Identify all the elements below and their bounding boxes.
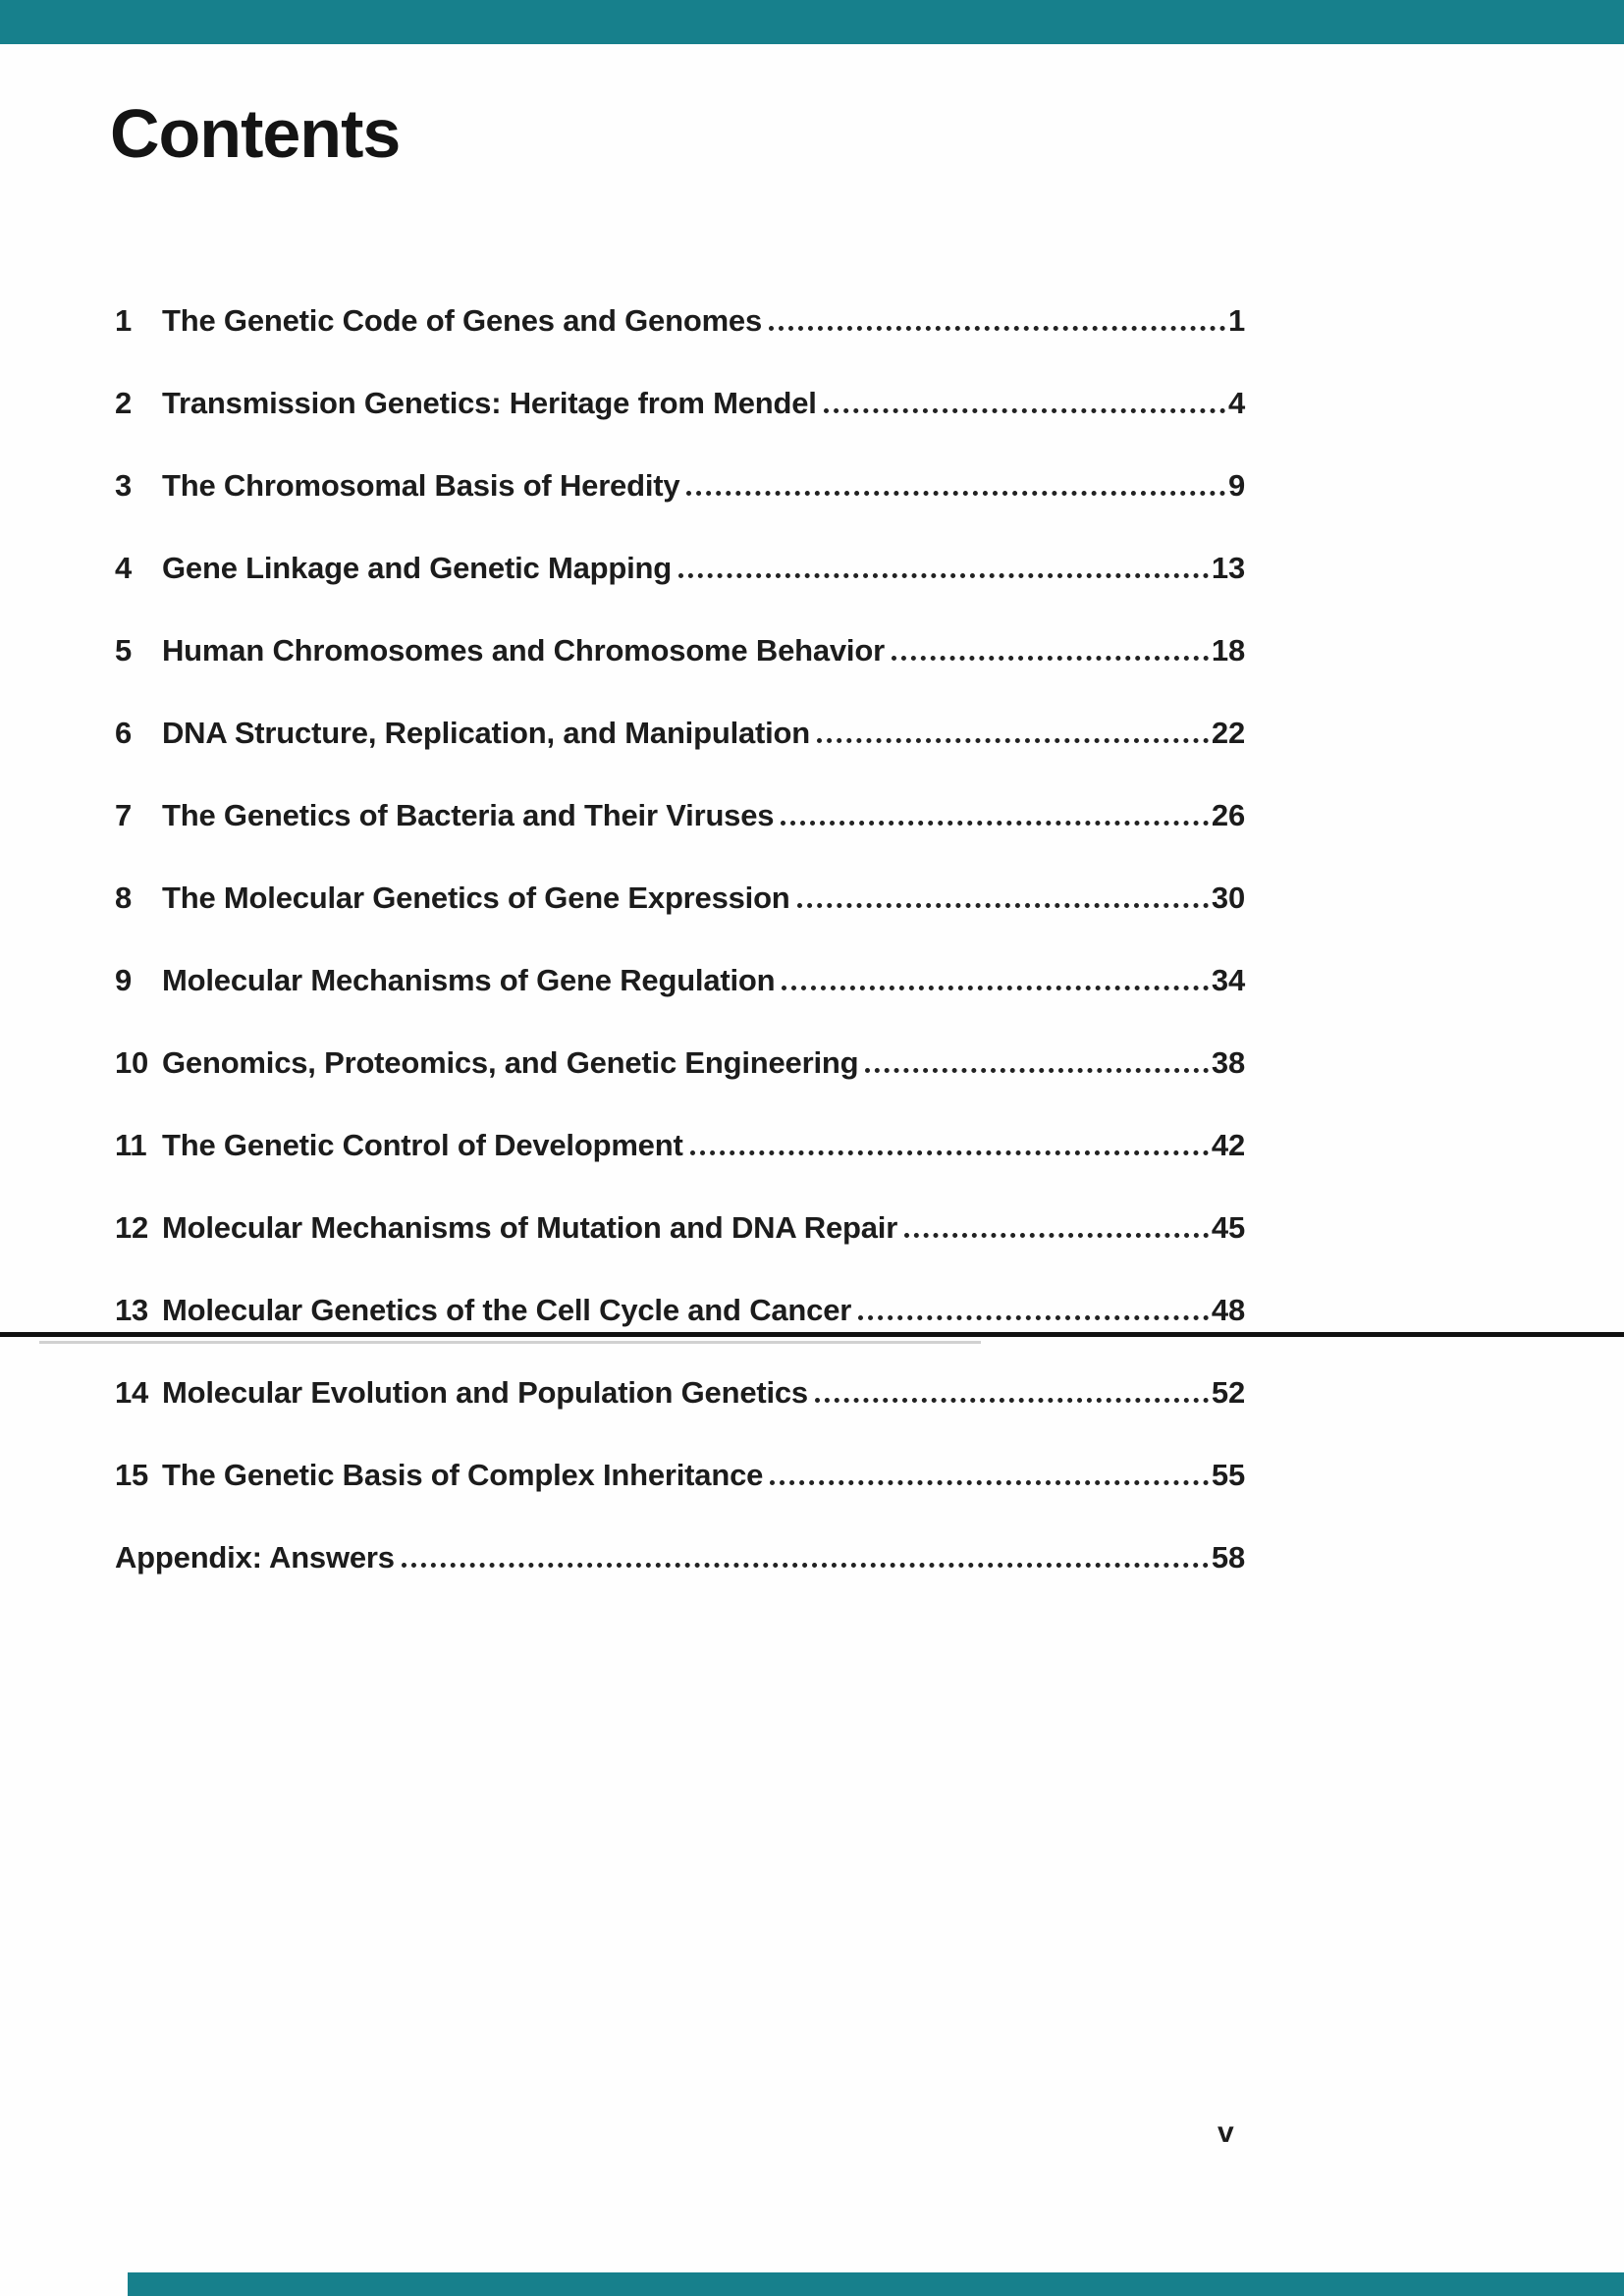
horizontal-rule — [0, 1332, 1624, 1337]
toc-entry — [115, 1292, 1245, 1329]
chapter-number: 14 — [115, 1375, 149, 1410]
chapter-number: 5 — [115, 633, 133, 667]
dot-leader — [815, 1374, 1209, 1403]
page-number: 9 — [1227, 468, 1245, 503]
chapter-title: The Genetic Code of Genes and Genomes — [162, 303, 763, 338]
dot-leader — [782, 962, 1209, 990]
chapter-title: DNA Structure, Replication, and Manipulation — [162, 716, 811, 750]
chapter-title: Molecular Mechanisms of Mutation and DNA Repair — [162, 1210, 898, 1245]
dot-leader — [904, 1209, 1209, 1238]
chapter-title: The Genetic Control of Development — [162, 1128, 683, 1162]
appendix-title: Appendix: Answers — [115, 1540, 395, 1575]
dot-leader — [797, 880, 1209, 908]
chapter-number: 4 — [115, 551, 133, 585]
page-number: 34 — [1211, 963, 1245, 997]
chapter-number: 12 — [115, 1210, 149, 1245]
page-number: 22 — [1211, 716, 1245, 750]
toc-entry — [115, 1209, 1245, 1247]
chapter-number: 9 — [115, 963, 133, 997]
dot-leader — [770, 1457, 1209, 1485]
toc-entry — [115, 1044, 1245, 1082]
page-number: 42 — [1211, 1128, 1245, 1162]
chapter-title: The Genetic Basis of Complex Inheritance — [162, 1458, 764, 1492]
chapter-number: 6 — [115, 716, 133, 750]
chapter-title: Transmission Genetics: Heritage from Mendel — [162, 386, 817, 420]
page-number: 45 — [1211, 1210, 1245, 1245]
dot-leader — [892, 632, 1209, 661]
page-number: 30 — [1211, 881, 1245, 915]
toc-entry — [115, 632, 1245, 669]
chapter-number: 1 — [115, 303, 133, 338]
page-title: Contents — [110, 95, 401, 172]
page-number: 18 — [1211, 633, 1245, 667]
dot-leader — [817, 715, 1209, 743]
chapter-title: Genomics, Proteomics, and Genetic Engineering — [162, 1045, 859, 1080]
chapter-title: The Genetics of Bacteria and Their Viruses — [162, 798, 775, 832]
dot-leader — [690, 1127, 1209, 1155]
chapter-number: 8 — [115, 881, 133, 915]
page-number: 13 — [1211, 551, 1245, 585]
toc-entry — [115, 880, 1245, 917]
dot-leader — [865, 1044, 1209, 1073]
rule-shadow — [39, 1341, 981, 1344]
toc-entry — [115, 1127, 1245, 1164]
toc-entry — [115, 715, 1245, 752]
chapter-number: 15 — [115, 1458, 149, 1492]
chapter-title: Gene Linkage and Genetic Mapping — [162, 551, 672, 585]
toc-entry — [115, 1457, 1245, 1494]
dot-leader — [686, 467, 1225, 496]
toc-list — [115, 302, 1245, 1622]
chapter-number: 10 — [115, 1045, 149, 1080]
chapter-title: Human Chromosomes and Chromosome Behavior — [162, 633, 885, 667]
chapter-title: Molecular Evolution and Population Genetics — [162, 1375, 808, 1410]
dot-leader — [678, 550, 1209, 578]
top-color-band — [0, 0, 1624, 44]
toc-entry — [115, 467, 1245, 505]
page-number: 1 — [1227, 303, 1245, 338]
page-number: 4 — [1227, 386, 1245, 420]
chapter-title: The Molecular Genetics of Gene Expression — [162, 881, 790, 915]
dot-leader — [824, 385, 1225, 413]
page-number: 26 — [1211, 798, 1245, 832]
toc-entry — [115, 1374, 1245, 1412]
toc-entry — [115, 962, 1245, 999]
chapter-title: Molecular Genetics of the Cell Cycle and Cancer — [162, 1293, 852, 1327]
chapter-number: 7 — [115, 798, 133, 832]
chapter-number: 2 — [115, 386, 133, 420]
page-number: 48 — [1211, 1293, 1245, 1327]
page-number: 55 — [1211, 1458, 1245, 1492]
chapter-number: 13 — [115, 1293, 149, 1327]
chapter-number: 3 — [115, 468, 133, 503]
page-number: 38 — [1211, 1045, 1245, 1080]
toc-entry-appendix — [115, 1539, 1245, 1576]
folio-page-number: v — [1218, 2116, 1234, 2149]
dot-leader — [858, 1292, 1209, 1320]
dot-leader — [402, 1539, 1209, 1568]
toc-entry — [115, 550, 1245, 587]
toc-entry — [115, 302, 1245, 340]
dot-leader — [781, 797, 1209, 826]
toc-entry — [115, 385, 1245, 422]
chapter-title: Molecular Mechanisms of Gene Regulation — [162, 963, 776, 997]
page-number: 52 — [1211, 1375, 1245, 1410]
chapter-title: The Chromosomal Basis of Heredity — [162, 468, 680, 503]
bottom-color-band — [128, 2272, 1624, 2296]
dot-leader — [769, 302, 1225, 331]
chapter-number: 11 — [115, 1128, 147, 1162]
page-number: 58 — [1211, 1540, 1245, 1575]
toc-entry — [115, 797, 1245, 834]
